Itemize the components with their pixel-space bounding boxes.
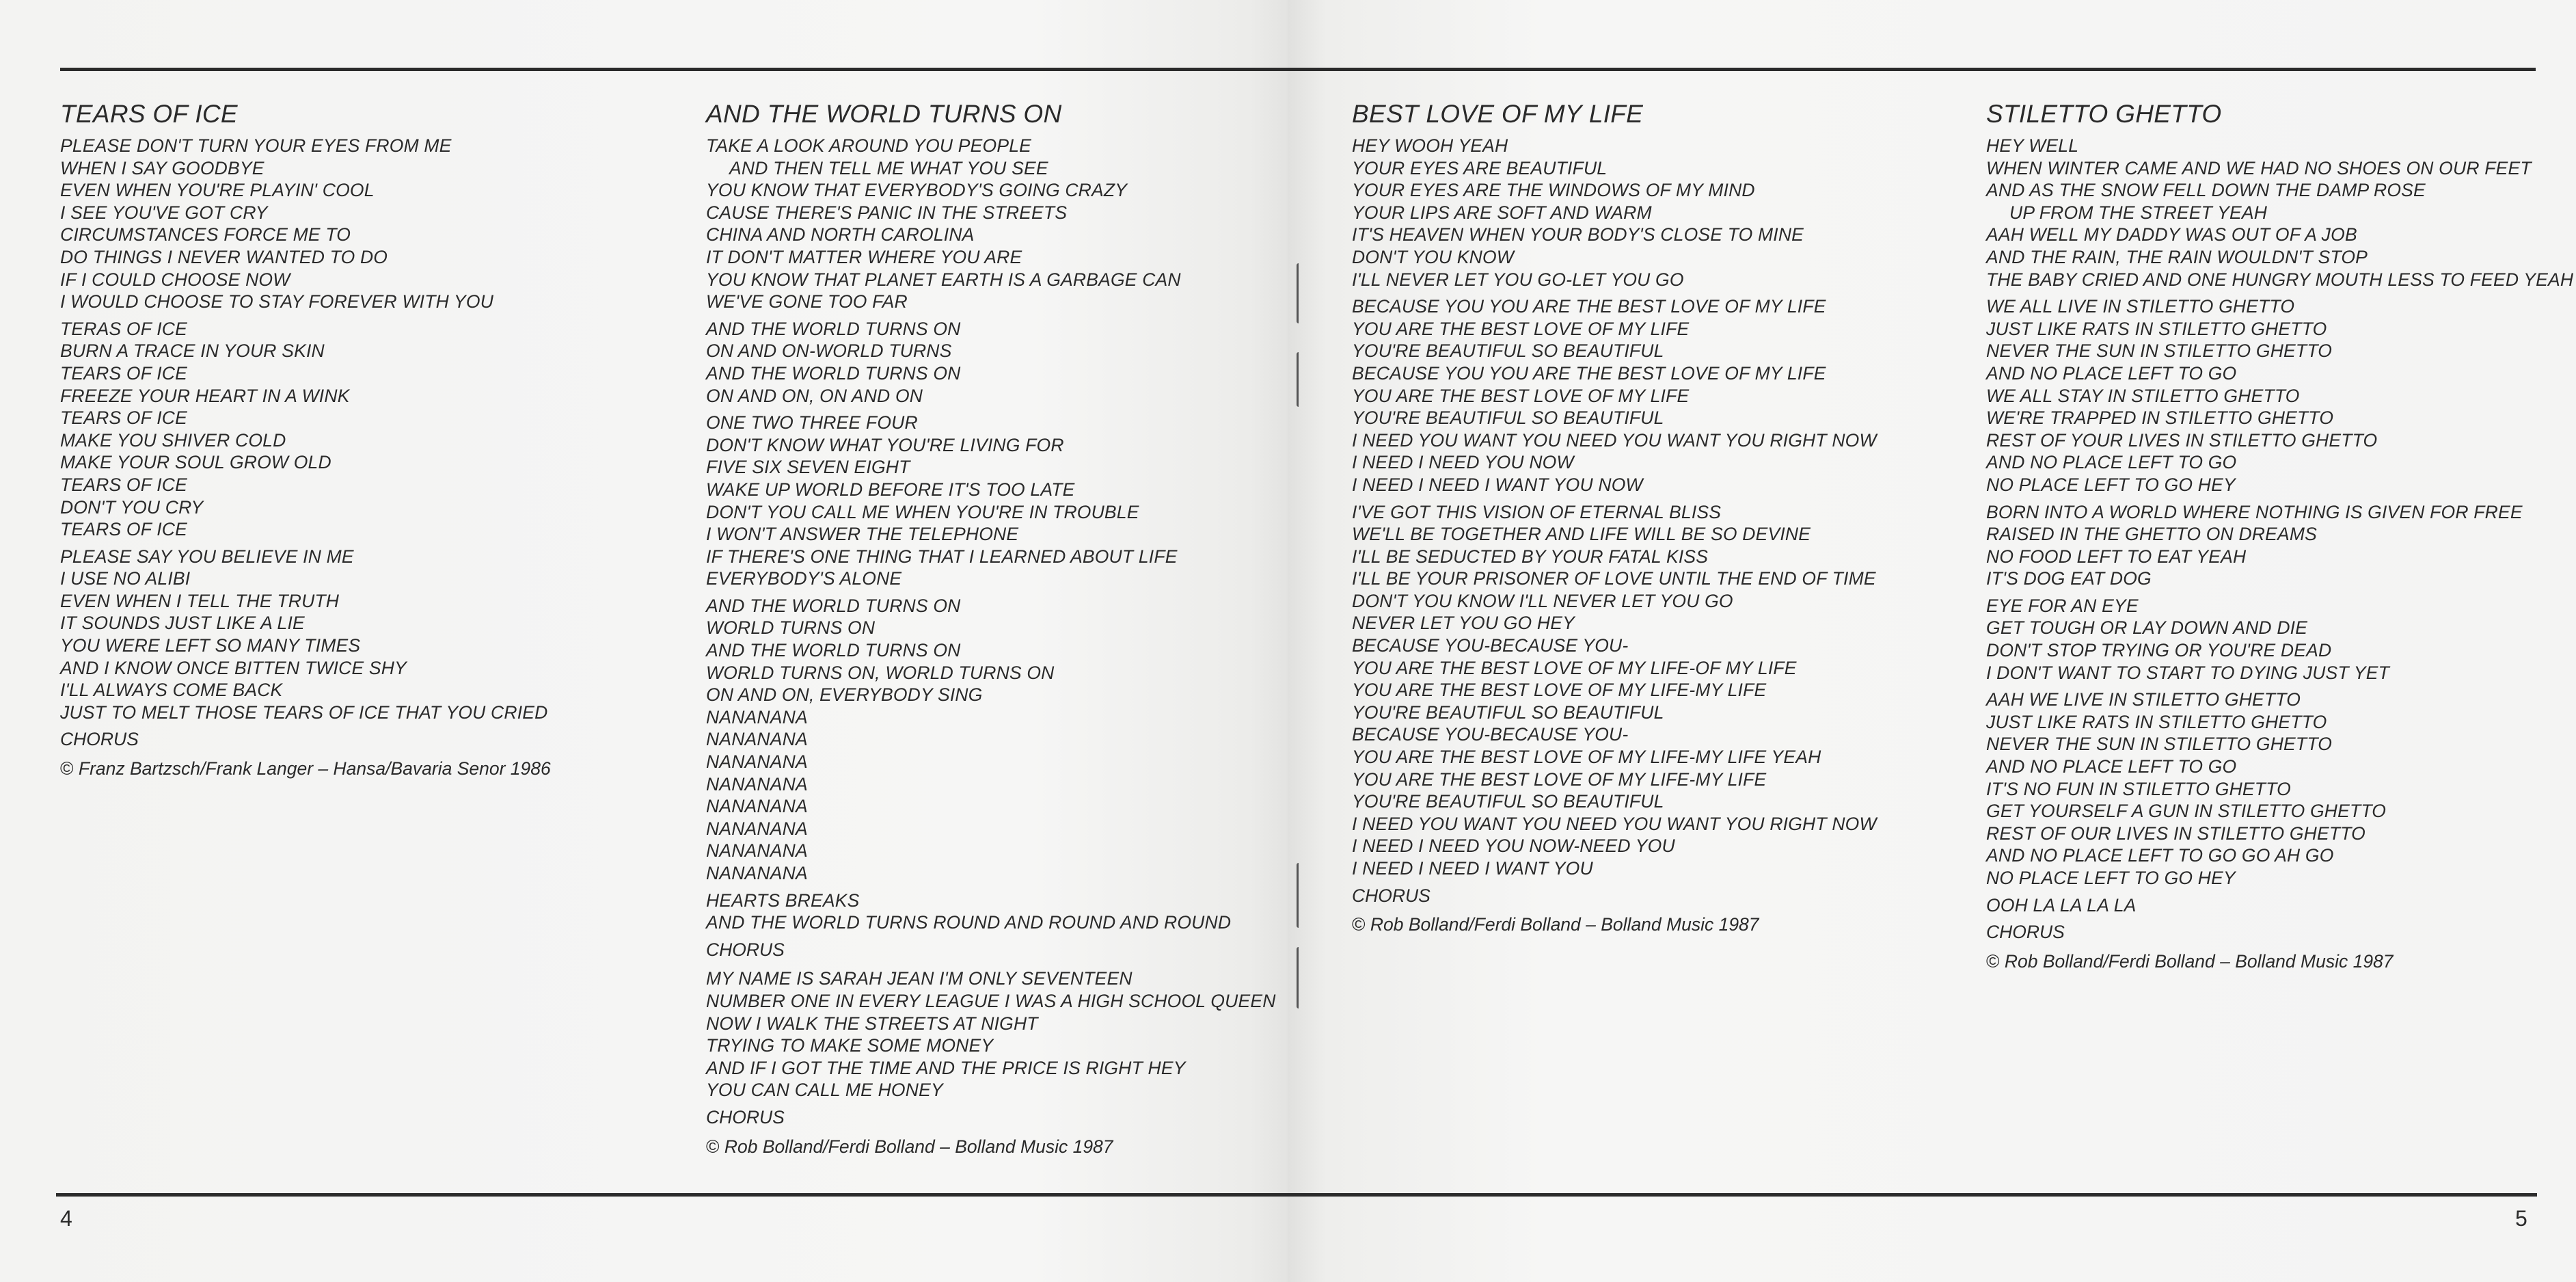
lyric-line: DON'T YOU KNOW I'LL NEVER LET YOU GO xyxy=(1352,590,1733,611)
song-title: STILETTO GHETTO xyxy=(1986,100,2222,128)
lyric-line: WAKE UP WORLD BEFORE IT'S TOO LATE xyxy=(706,479,1075,500)
lyric-line: I'VE GOT THIS VISION OF ETERNAL BLISS xyxy=(1352,501,1722,522)
staple-mark xyxy=(1297,352,1303,407)
lyric-line: ON AND ON-WORLD TURNS xyxy=(706,340,952,362)
lyric-line: CHINA AND NORTH CAROLINA xyxy=(706,224,975,245)
lyric-line: NO PLACE LEFT TO GO HEY xyxy=(1986,474,2236,495)
lyric-line: IT SOUNDS JUST LIKE A LIE xyxy=(60,613,305,634)
lyric-line: PLEASE DON'T TURN YOUR EYES FROM ME xyxy=(60,135,452,156)
lyric-stanza xyxy=(1352,135,1940,291)
lyric-line: NOW I WALK THE STREETS AT NIGHT xyxy=(706,1013,1038,1034)
lyric-stanza xyxy=(1352,501,1940,880)
page-number-left: 4 xyxy=(60,1206,72,1231)
lyric-line: RAISED IN THE GHETTO ON DREAMS xyxy=(1986,524,2318,545)
lyric-line: AAH WELL MY DADDY WAS OUT OF A JOB xyxy=(1986,224,2357,245)
lyric-line: WHEN I SAY GOODBYE xyxy=(60,157,265,178)
lyric-line: AAH WE LIVE IN STILETTO GHETTO xyxy=(1986,689,2301,710)
lyric-line: BURN A TRACE IN YOUR SKIN xyxy=(60,340,325,362)
lyric-line: FIVE SIX SEVEN EIGHT xyxy=(706,457,910,478)
lyric-stanza xyxy=(1986,295,2574,496)
lyric-line: REST OF OUR LIVES IN STILETTO GHETTO xyxy=(1986,823,2365,844)
lyric-stanza xyxy=(1986,894,2574,917)
lyric-line: WORLD TURNS ON xyxy=(706,617,876,639)
lyric-line: EVERYBODY'S ALONE xyxy=(706,568,902,589)
lyric-line: YOU ARE THE BEST LOVE OF MY LIFE xyxy=(1352,385,1690,406)
lyric-line: I'LL BE SEDUCTED BY YOUR FATAL KISS xyxy=(1352,546,1709,567)
lyric-line: YOU ARE THE BEST LOVE OF MY LIFE xyxy=(1352,318,1690,339)
lyric-line: ONE TWO THREE FOUR xyxy=(706,412,918,433)
lyric-line: OOH LA LA LA LA xyxy=(1986,894,2137,916)
lyric-line: AND NO PLACE LEFT TO GO xyxy=(1986,362,2237,384)
lyric-line: WE ALL STAY IN STILETTO GHETTO xyxy=(1986,385,2300,406)
lyric-line: TEARS OF ICE xyxy=(60,519,187,540)
lyric-line: BECAUSE YOU-BECAUSE YOU- xyxy=(1352,724,1629,745)
lyric-line: BECAUSE YOU YOU ARE THE BEST LOVE OF MY LIFE xyxy=(1352,362,1826,384)
lyric-line: NANANANA xyxy=(706,840,808,862)
lyric-line: YOU WERE LEFT SO MANY TIMES xyxy=(60,635,361,656)
credit-text: Rob Bolland/Ferdi Bolland – Bolland Music 1987 xyxy=(724,1136,1113,1157)
copyright-symbol: © xyxy=(1352,914,1366,935)
lyric-line: YOU ARE THE BEST LOVE OF MY LIFE-MY LIFE xyxy=(1352,769,1767,790)
copyright-symbol: © xyxy=(1986,950,2000,972)
lyric-line: YOU KNOW THAT EVERYBODY'S GOING CRAZY xyxy=(706,180,1128,201)
lyric-line: NANANANA xyxy=(706,773,808,794)
lyric-line: NANANANA xyxy=(706,706,808,727)
lyric-stanza xyxy=(706,890,1294,934)
lyric-line: I NEED I NEED I WANT YOU NOW xyxy=(1352,474,1643,495)
lyric-stanza xyxy=(1986,135,2574,291)
lyric-line: EVEN WHEN I TELL THE TRUTH xyxy=(60,590,340,611)
copyright-symbol: © xyxy=(60,758,74,779)
lyric-line: EVEN WHEN YOU'RE PLAYIN' COOL xyxy=(60,180,375,201)
lyric-line: NANANANA xyxy=(706,863,808,883)
lyric-stanza xyxy=(1986,689,2574,889)
lyric-line: CAUSE THERE'S PANIC IN THE STREETS xyxy=(706,202,1068,223)
lyric-line: YOU'RE BEAUTIFUL SO BEAUTIFUL xyxy=(1352,791,1664,812)
lyric-line: NANANANA xyxy=(706,796,808,817)
lyric-line: YOU ARE THE BEST LOVE OF MY LIFE-MY LIFE xyxy=(1352,680,1767,701)
lyric-line: YOU ARE THE BEST LOVE OF MY LIFE-MY LIFE YEAH xyxy=(1352,747,1821,768)
lyric-stanza xyxy=(706,135,1294,313)
lyric-line: AND THE WORLD TURNS ROUND AND ROUND AND ROUND xyxy=(706,912,1232,933)
lyric-line: AND AS THE SNOW FELL DOWN THE DAMP ROSE xyxy=(1986,180,2426,201)
lyric-line: I NEED I NEED I WANT YOU xyxy=(1352,858,1593,879)
lyric-line: I SEE YOU'VE GOT CRY xyxy=(60,202,268,223)
lyric-line: TEARS OF ICE xyxy=(60,362,187,384)
song-title: TEARS OF ICE xyxy=(60,100,238,128)
staple-mark xyxy=(1297,947,1303,1009)
bottom-rule xyxy=(56,1193,2537,1197)
lyric-stanza xyxy=(1352,295,1940,496)
chorus-label: CHORUS xyxy=(1986,922,2065,943)
lyric-line: YOU CAN CALL ME HONEY xyxy=(706,1080,943,1101)
copyright-credit xyxy=(1352,913,1940,936)
lyric-line: IT'S HEAVEN WHEN YOUR BODY'S CLOSE TO MINE xyxy=(1352,224,1804,245)
lyric-stanza xyxy=(706,412,1294,590)
lyric-line: DON'T KNOW WHAT YOU'RE LIVING FOR xyxy=(706,434,1064,455)
lyric-line: NANANANA xyxy=(706,751,808,773)
lyric-line: I USE NO ALIBI xyxy=(60,568,191,589)
lyric-stanza xyxy=(706,595,1294,885)
lyric-line: YOU'RE BEAUTIFUL SO BEAUTIFUL xyxy=(1352,408,1664,429)
lyric-line: BORN INTO A WORLD WHERE NOTHING IS GIVEN FOR FREE xyxy=(1986,501,2523,522)
lyric-line: I'LL BE YOUR PRISONER OF LOVE UNTIL THE END OF TIME xyxy=(1352,568,1876,589)
lyric-line: NEVER THE SUN IN STILETTO GHETTO xyxy=(1986,340,2333,362)
lyric-line: YOUR EYES ARE THE WINDOWS OF MY MIND xyxy=(1352,180,1755,201)
lyric-stanza xyxy=(60,135,648,313)
top-rule xyxy=(60,68,2536,71)
lyric-line: TRYING TO MAKE SOME MONEY xyxy=(706,1035,994,1056)
lyric-line: I WOULD CHOOSE TO STAY FOREVER WITH YOU xyxy=(60,291,494,312)
lyric-line: YOU'RE BEAUTIFUL SO BEAUTIFUL xyxy=(1352,702,1664,723)
lyric-line: UP FROM THE STREET YEAH xyxy=(2009,202,2268,223)
lyric-line: IT'S NO FUN IN STILETTO GHETTO xyxy=(1986,778,2291,799)
lyric-line: I'LL ALWAYS COME BACK xyxy=(60,680,283,701)
lyric-line: WE'VE GONE TOO FAR xyxy=(706,291,908,312)
lyric-line: YOUR EYES ARE BEAUTIFUL xyxy=(1352,157,1608,178)
lyric-line: HEARTS BREAKS xyxy=(706,890,860,911)
lyric-line: IT'S DOG EAT DOG xyxy=(1986,568,2152,589)
lyric-line: WORLD TURNS ON, WORLD TURNS ON xyxy=(706,662,1055,683)
lyric-line: DON'T STOP TRYING OR YOU'RE DEAD xyxy=(1986,640,2332,661)
page-number-right: 5 xyxy=(2515,1206,2527,1231)
lyric-line: EYE FOR AN EYE xyxy=(1986,595,2139,616)
lyric-line: TERAS OF ICE xyxy=(60,318,187,339)
lyric-line: I WON'T ANSWER THE TELEPHONE xyxy=(706,524,1019,545)
lyric-line: AND NO PLACE LEFT TO GO xyxy=(1986,452,2237,473)
song-title: AND THE WORLD TURNS ON xyxy=(706,100,1062,128)
chorus-label: CHORUS xyxy=(706,1106,785,1127)
lyric-line: NEVER THE SUN IN STILETTO GHETTO xyxy=(1986,734,2333,755)
credit-text: Rob Bolland/Ferdi Bolland – Bolland Music 1987 xyxy=(1370,914,1759,935)
lyric-line: MY NAME IS SARAH JEAN I'M ONLY SEVENTEEN xyxy=(706,968,1133,989)
copyright-symbol: © xyxy=(706,1136,720,1157)
lyric-line: YOU KNOW THAT PLANET EARTH IS A GARBAGE CAN xyxy=(706,269,1181,290)
lyric-line: AND THEN TELL ME WHAT YOU SEE xyxy=(729,157,1048,178)
credit-text: Franz Bartzsch/Frank Langer – Hansa/Bavaria Senor 1986 xyxy=(78,758,551,779)
lyric-stanza xyxy=(1986,595,2574,684)
lyric-line: AND THE RAIN, THE RAIN WOULDN'T STOP xyxy=(1986,246,2368,267)
song-title: BEST LOVE OF MY LIFE xyxy=(1352,100,1644,128)
lyric-line: NANANANA xyxy=(706,818,808,839)
lyric-line: WE'RE TRAPPED IN STILETTO GHETTO xyxy=(1986,408,2334,429)
song-column-and-the-world-turns-on xyxy=(706,99,1294,1158)
lyric-stanza xyxy=(706,967,1294,1101)
lyric-line: JUST LIKE RATS IN STILETTO GHETTO xyxy=(1986,318,2327,339)
copyright-credit xyxy=(60,758,648,780)
lyric-line: I NEED I NEED YOU NOW xyxy=(1352,452,1574,473)
lyric-line: BECAUSE YOU YOU ARE THE BEST LOVE OF MY LIFE xyxy=(1352,296,1826,317)
lyric-line: AND IF I GOT THE TIME AND THE PRICE IS RIGHT HEY xyxy=(706,1057,1186,1078)
lyric-stanza xyxy=(60,546,648,724)
lyric-line: IF THERE'S ONE THING THAT I LEARNED ABOUT LIFE xyxy=(706,546,1178,567)
lyric-line: YOU ARE THE BEST LOVE OF MY LIFE-OF MY LIFE xyxy=(1352,657,1797,678)
lyric-line: YOUR LIPS ARE SOFT AND WARM xyxy=(1352,202,1652,223)
lyric-line: WHEN WINTER CAME AND WE HAD NO SHOES ON OUR FEET xyxy=(1986,157,2532,178)
lyric-line: I DON'T WANT TO START TO DYING JUST YET xyxy=(1986,662,2390,683)
lyric-line: NO FOOD LEFT TO EAT YEAH xyxy=(1986,546,2247,567)
lyric-line: WE'LL BE TOGETHER AND LIFE WILL BE SO DEVINE xyxy=(1352,524,1811,545)
lyric-line: CIRCUMSTANCES FORCE ME TO xyxy=(60,224,351,245)
song-column-best-love-of-my-life xyxy=(1352,99,1940,936)
lyric-line: NEVER LET YOU GO HEY xyxy=(1352,613,1575,634)
lyric-line: AND NO PLACE LEFT TO GO GO AH GO xyxy=(1986,845,2334,866)
lyric-line: I NEED I NEED YOU NOW-NEED YOU xyxy=(1352,836,1675,857)
lyric-line: THE BABY CRIED AND ONE HUNGRY MOUTH LESS TO FEED YEAH xyxy=(1986,269,2574,290)
staple-mark xyxy=(1297,263,1303,323)
lyric-line: TEARS OF ICE xyxy=(60,408,187,429)
lyric-line: MAKE YOUR SOUL GROW OLD xyxy=(60,452,331,473)
lyric-line: I'LL NEVER LET YOU GO-LET YOU GO xyxy=(1352,269,1684,290)
lyric-line: DON'T YOU CRY xyxy=(60,496,204,518)
lyric-line: AND THE WORLD TURNS ON xyxy=(706,640,961,661)
song-column-tears-of-ice xyxy=(60,99,648,780)
copyright-credit xyxy=(1986,950,2574,973)
staple-mark xyxy=(1297,863,1303,928)
lyric-line: FREEZE YOUR HEART IN A WINK xyxy=(60,385,350,406)
lyric-line: JUST TO MELT THOSE TEARS OF ICE THAT YOU CRIED xyxy=(60,702,548,723)
credit-text: Rob Bolland/Ferdi Bolland – Bolland Music 1987 xyxy=(2004,950,2394,972)
chorus-label: CHORUS xyxy=(60,729,139,750)
lyric-line: I NEED YOU WANT YOU NEED YOU WANT YOU RIGHT NOW xyxy=(1352,813,1877,834)
lyric-line: GET YOURSELF A GUN IN STILETTO GHETTO xyxy=(1986,801,2387,822)
lyric-line: NANANANA xyxy=(706,729,808,750)
lyric-line: MAKE YOU SHIVER COLD xyxy=(60,429,286,451)
lyric-stanza xyxy=(1986,501,2574,590)
lyric-line: AND I KNOW ONCE BITTEN TWICE SHY xyxy=(60,657,407,678)
lyric-line: ON AND ON, EVERYBODY SING xyxy=(706,684,983,706)
lyric-line: TAKE A LOOK AROUND YOU PEOPLE xyxy=(706,135,1032,156)
lyric-line: HEY WOOH YEAH xyxy=(1352,135,1508,156)
lyric-line: REST OF YOUR LIVES IN STILETTO GHETTO xyxy=(1986,429,2378,451)
lyric-line: AND NO PLACE LEFT TO GO xyxy=(1986,756,2237,777)
lyric-stanza xyxy=(60,318,648,541)
lyric-line: I NEED YOU WANT YOU NEED YOU WANT YOU RIGHT NOW xyxy=(1352,429,1877,451)
lyric-line: TEARS OF ICE xyxy=(60,474,187,495)
copyright-credit xyxy=(706,1136,1294,1158)
lyric-line: AND THE WORLD TURNS ON xyxy=(706,362,961,384)
lyric-line: AND THE WORLD TURNS ON xyxy=(706,318,961,339)
lyric-line: YOU'RE BEAUTIFUL SO BEAUTIFUL xyxy=(1352,340,1664,362)
lyric-line: IF I COULD CHOOSE NOW xyxy=(60,269,290,290)
lyric-line: DO THINGS I NEVER WANTED TO DO xyxy=(60,246,388,267)
lyric-line: NO PLACE LEFT TO GO HEY xyxy=(1986,868,2236,888)
lyric-line: IT DON'T MATTER WHERE YOU ARE xyxy=(706,246,1022,267)
chorus-label: CHORUS xyxy=(1352,885,1431,906)
lyric-line: BECAUSE YOU-BECAUSE YOU- xyxy=(1352,635,1629,656)
lyric-line: NUMBER ONE IN EVERY LEAGUE I WAS A HIGH SCHOOL QUEEN xyxy=(706,990,1276,1011)
lyric-line: JUST LIKE RATS IN STILETTO GHETTO xyxy=(1986,711,2327,732)
lyric-line: WE ALL LIVE IN STILETTO GHETTO xyxy=(1986,296,2295,317)
lyric-line: ON AND ON, ON AND ON xyxy=(706,385,923,406)
chorus-label: CHORUS xyxy=(706,939,785,960)
lyric-line: DON'T YOU CALL ME WHEN YOU'RE IN TROUBLE xyxy=(706,501,1139,522)
lyric-line: PLEASE SAY YOU BELIEVE IN ME xyxy=(60,546,354,567)
lyric-line: GET TOUGH OR LAY DOWN AND DIE xyxy=(1986,617,2308,639)
lyric-line: DON'T YOU KNOW xyxy=(1352,246,1515,267)
lyric-line: HEY WELL xyxy=(1986,135,2079,156)
song-column-stiletto-ghetto xyxy=(1986,99,2574,972)
lyric-line: AND THE WORLD TURNS ON xyxy=(706,595,961,616)
lyric-stanza xyxy=(706,318,1294,407)
